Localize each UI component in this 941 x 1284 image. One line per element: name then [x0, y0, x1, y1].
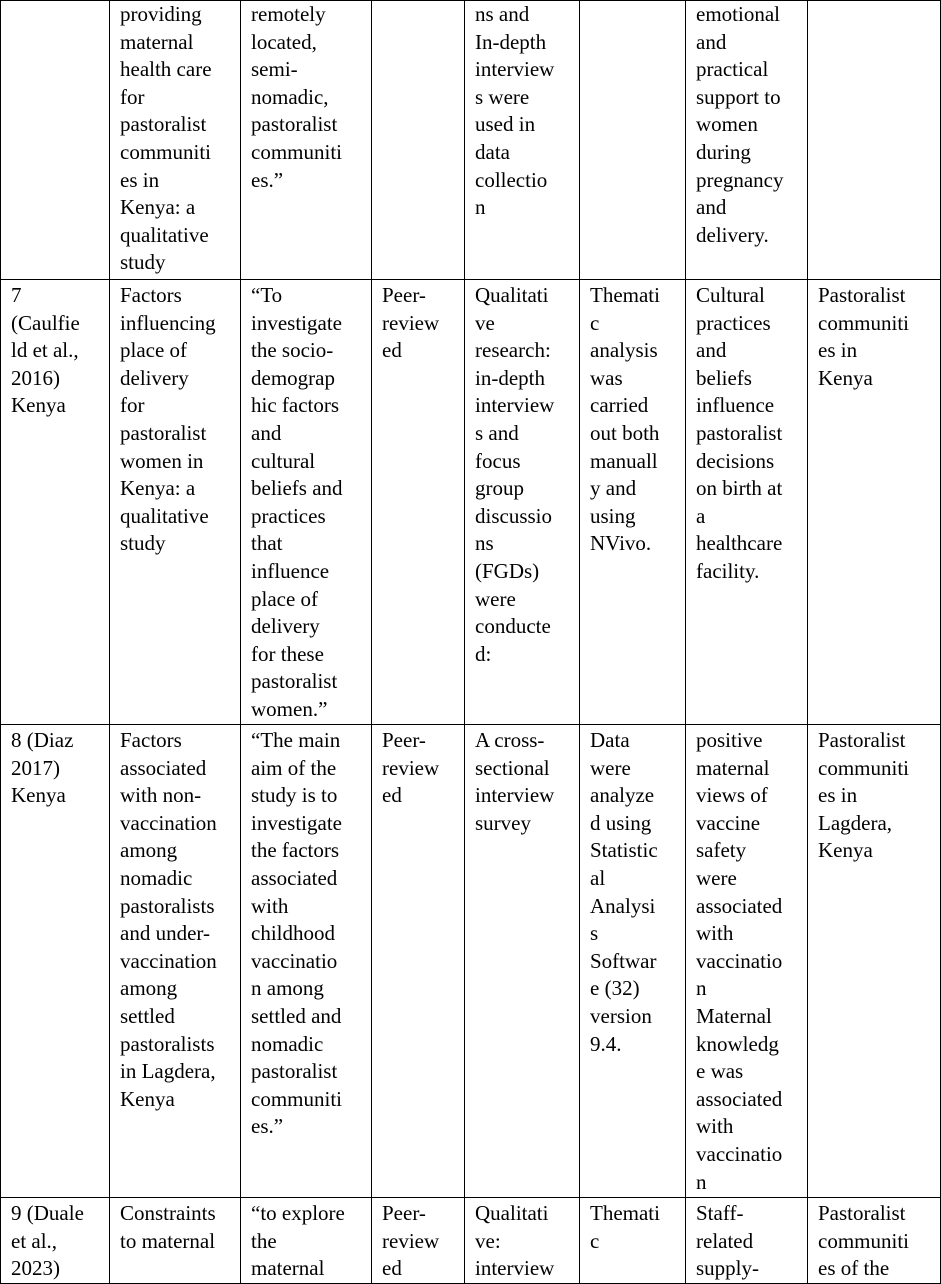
- cell-study-id: 8 (Diaz 2017) Kenya: [1, 725, 110, 1198]
- cell-study-id: 9 (Duale et al., 2023): [1, 1198, 110, 1284]
- cell-study-id: [1, 1, 110, 280]
- cell-design: ns and In-depth interview s were used in data collectio n: [465, 1, 580, 280]
- cell-population: Pastoralist communiti es in Kenya: [808, 280, 941, 725]
- table-row: [1, 280, 941, 725]
- cell-design: Qualitati ve research: in-depth interview s and focus group discussio ns (FGDs) were conducte d:: [465, 280, 580, 725]
- cell-findings: emotional and practical support to women during pregnancy and delivery.: [686, 1, 808, 280]
- table-row: [1, 725, 941, 1198]
- cell-title: providing maternal health care for pastoralist communiti es in Kenya: a qualitative study: [110, 1, 241, 280]
- cell-analysis: Themati c analysis was carried out both manuall y and using NVivo.: [580, 280, 686, 725]
- cell-design: A cross- sectional interview survey: [465, 725, 580, 1198]
- cell-analysis: [580, 1, 686, 280]
- table-row: [1, 1198, 941, 1284]
- cell-publication-type: Peer- review ed: [372, 725, 465, 1198]
- cell-aim: “The main aim of the study is to investigate the factors associated with childhood vaccinatio n among settled and nomadic pastoralist communiti es.”: [241, 725, 372, 1198]
- cell-title: Constraints to maternal: [110, 1198, 241, 1284]
- cell-design: Qualitati ve: interview: [465, 1198, 580, 1284]
- cell-findings: Cultural practices and beliefs influence pastoralist decisions on birth at a healthcare facility.: [686, 280, 808, 725]
- cell-findings: positive maternal views of vaccine safety were associated with vaccinatio n Maternal knowledg e was associated with vaccinatio n: [686, 725, 808, 1198]
- cell-population: Pastoralist communiti es of the: [808, 1198, 941, 1284]
- cell-title: Factors associated with non- vaccination among nomadic pastoralists and under- vaccination among settled pastoralists in Lagdera, Kenya: [110, 725, 241, 1198]
- cell-aim: “To investigate the socio- demograp hic factors and cultural beliefs and practices that influence place of delivery for these pastoralist women.”: [241, 280, 372, 725]
- cell-population: [808, 1, 941, 280]
- cell-findings: Staff- related supply-: [686, 1198, 808, 1284]
- cell-analysis: Data were analyze d using Statistic al Analysi s Softwar e (32) version 9.4.: [580, 725, 686, 1198]
- cell-population: Pastoralist communiti es in Lagdera, Kenya: [808, 725, 941, 1198]
- cell-study-id: 7 (Caulfie ld et al., 2016) Kenya: [1, 280, 110, 725]
- cell-publication-type: Peer- review ed: [372, 1198, 465, 1284]
- cell-publication-type: Peer- review ed: [372, 280, 465, 725]
- cell-aim: remotely located, semi- nomadic, pastoralist communiti es.”: [241, 1, 372, 280]
- cell-title: Factors influencing place of delivery for pastoralist women in Kenya: a qualitative study: [110, 280, 241, 725]
- cell-analysis: Themati c: [580, 1198, 686, 1284]
- table-row: [1, 1, 941, 280]
- cell-publication-type: [372, 1, 465, 280]
- cell-aim: “to explore the maternal: [241, 1198, 372, 1284]
